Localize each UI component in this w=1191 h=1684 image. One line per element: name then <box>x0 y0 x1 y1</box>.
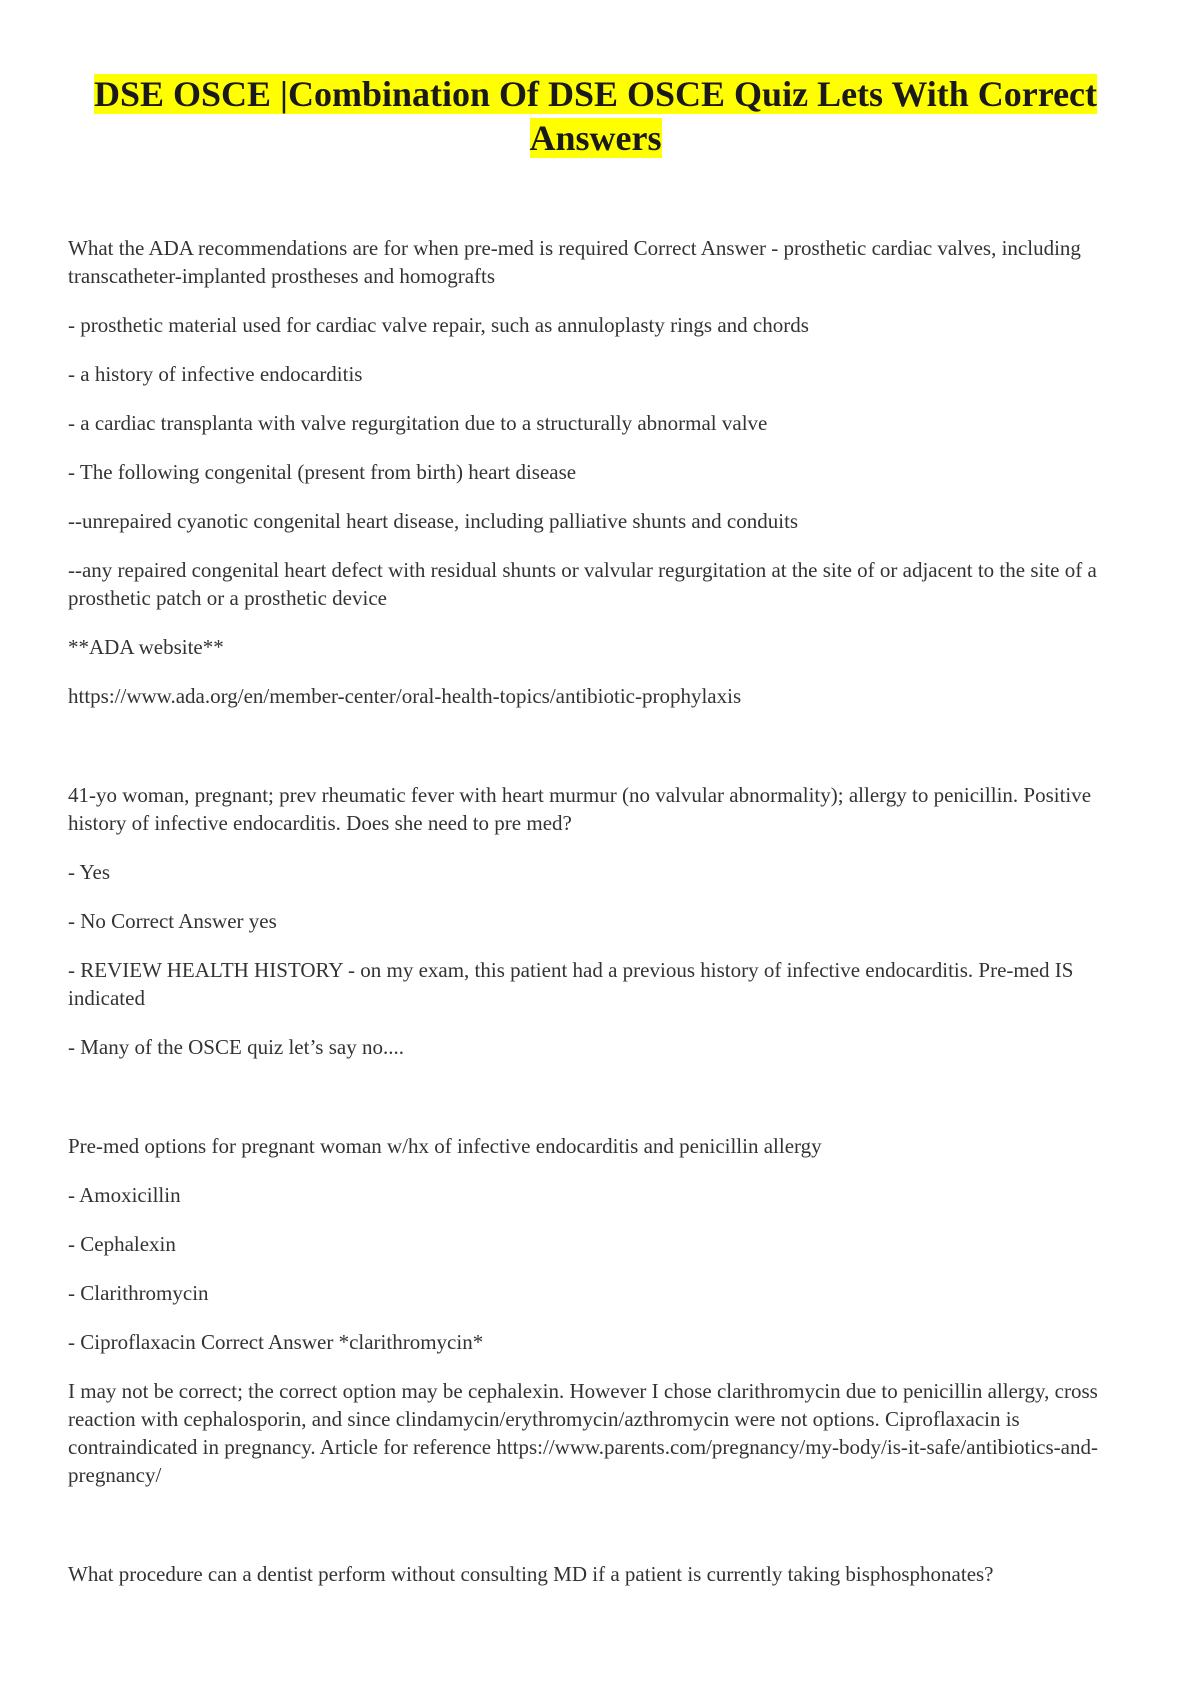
question-4-prompt: What procedure can a dentist perform without consulting MD if a patient is currently taking bisphosphonates? <box>68 1562 994 1586</box>
answer-item: - prosthetic material used for cardiac valve repair, such as annuloplasty rings and chords <box>68 313 809 337</box>
explanation-item: - REVIEW HEALTH HISTORY - on my exam, this patient had a previous history of infective endocarditis. Pre-med IS indicated <box>68 958 1074 1010</box>
option-item: - Amoxicillin <box>68 1183 181 1207</box>
question-2-prompt: 41-yo woman, pregnant; prev rheumatic fever with heart murmur (no valvular abnormality); allergy to penicillin. Positive history of infective endocarditis. Does she need to pre med? <box>68 783 1092 835</box>
option-item: - Clarithromycin <box>68 1281 209 1305</box>
source-url: https://www.ada.org/en/member-center/oral-health-topics/antibiotic-prophylaxis <box>68 684 742 708</box>
explanation-item: I may not be correct; the correct option may be cephalexin. However I chose clarithromycin due to penicillin allergy, cross reaction with cephalosporin, and since clindamycin/erythromycin/azthromycin were not options. Ciproflaxacin is contraindicated in pregnancy. Article for reference https://www.parents.com/pregnancy/my-body/is-it-safe/antibiotics-and-pregnancy/ <box>68 1379 1098 1487</box>
answer-subitem: --unrepaired cyanotic congenital heart disease, including palliative shunts and conduits <box>68 509 799 533</box>
option-item: - Yes <box>68 860 111 884</box>
answer-item: - a cardiac transplanta with valve regurgitation due to a structurally abnormal valve <box>68 411 768 435</box>
answer-item: - a history of infective endocarditis <box>68 362 363 386</box>
option-item: - Ciproflaxacin Correct Answer *clarithromycin* <box>68 1330 484 1354</box>
question-1-prompt: What the ADA recommendations are for when pre-med is required Correct Answer - prosthetic cardiac valves, including transcatheter-implanted prostheses and homografts <box>68 236 1081 288</box>
source-label: **ADA website** <box>68 635 224 659</box>
option-item: - Cephalexin <box>68 1232 176 1256</box>
document-title <box>68 72 1123 160</box>
explanation-item: - Many of the OSCE quiz let’s say no.... <box>68 1035 404 1059</box>
answer-item: - The following congenital (present from birth) heart disease <box>68 460 577 484</box>
question-block-2 <box>68 781 1123 1061</box>
question-block-3 <box>68 1132 1123 1489</box>
question-block-4 <box>68 1560 1123 1588</box>
question-block-1 <box>68 234 1123 710</box>
answer-subitem: --any repaired congenital heart defect with residual shunts or valvular regurgitation at the site of or adjacent to the site of a prosthetic patch or a prosthetic device <box>68 558 1097 610</box>
question-3-prompt: Pre-med options for pregnant woman w/hx of infective endocarditis and penicillin allergy <box>68 1134 822 1158</box>
title-line-2: Answers <box>529 118 662 158</box>
title-line-1: DSE OSCE |Combination Of DSE OSCE Quiz Lets With Correct <box>93 74 1098 114</box>
option-item: - No Correct Answer yes <box>68 909 277 933</box>
